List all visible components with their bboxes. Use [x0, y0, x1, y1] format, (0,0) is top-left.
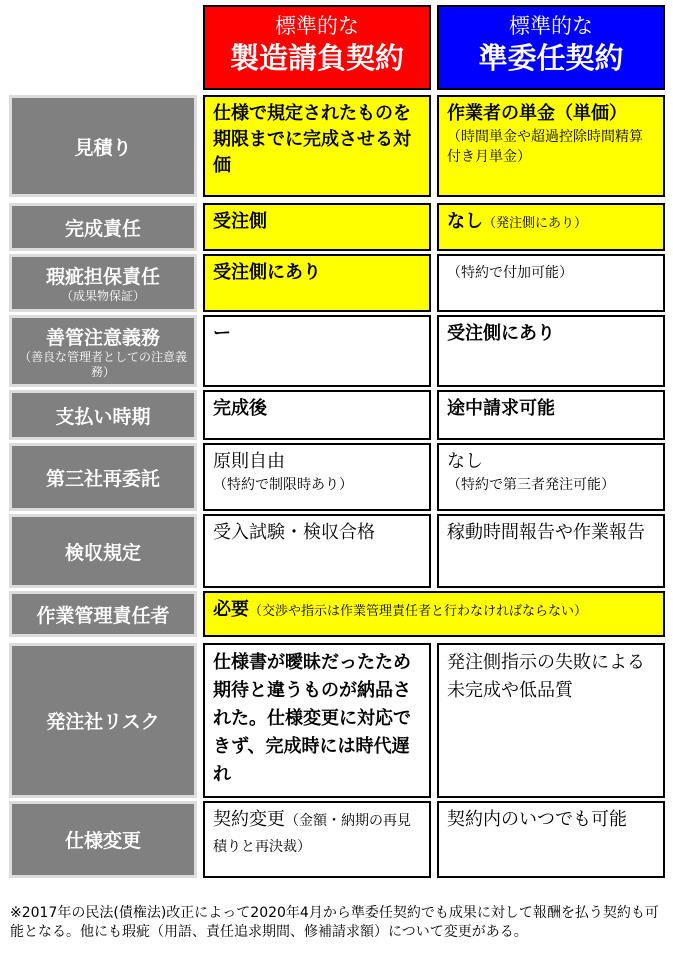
row-label-estimate: 見積り — [9, 95, 197, 197]
subcontract-right-cell — [437, 443, 665, 511]
inspection-left-cell: 受入試験・検収合格 — [203, 514, 431, 588]
defect-right-cell: （特約で付加可能） — [437, 254, 665, 312]
change-left-cell — [203, 801, 431, 878]
estimate-right-sub: （時間単金や超過控除時間精算付き月単金） — [447, 129, 643, 165]
duty-right-cell: 受注側にあり — [437, 315, 665, 387]
manager-main: 必要 — [213, 599, 249, 620]
manager-merged-cell — [203, 591, 665, 637]
row-label-payment: 支払い時期 — [9, 390, 197, 440]
change-left-sub: （金額・納期の再見積りと再決裁） — [213, 813, 411, 855]
header-left-line1: 標準的な — [275, 14, 359, 38]
header-standard-manufacturing-contract — [203, 5, 431, 90]
header-standard-quasi-mandate-contract — [437, 5, 665, 90]
row-label-completion: 完成責任 — [9, 203, 197, 251]
row-label-risk: 発注社リスク — [9, 643, 197, 798]
subcontract-right-sub: （特約で第三者発注可能） — [447, 477, 615, 493]
defect-left-cell: 受注側にあり — [203, 254, 431, 312]
completion-left-cell: 受注側 — [203, 203, 431, 251]
change-right-cell: 契約内のいつでも可能 — [437, 801, 665, 878]
row-label-manager: 作業管理責任者 — [9, 591, 197, 637]
completion-right-cell — [437, 203, 665, 251]
row-label-change: 仕様変更 — [9, 801, 197, 878]
row-label-duty: 善管注意義務 （善良な管理者としての注意義務） — [9, 315, 197, 387]
risk-right-cell: 発注側指示の失敗による未完成や低品質 — [437, 643, 665, 798]
row-label-defect: 瑕疵担保責任 （成果物保証） — [9, 254, 197, 312]
subcontract-right-main: なし — [447, 451, 483, 472]
completion-right-sub: （発注側にあり） — [483, 216, 588, 231]
risk-left-cell: 仕様書が曖昧だったため期待と違うものが納品された。仕様変更に対応できず、完成時には時代遅れ — [203, 643, 431, 798]
subcontract-left-sub: （特約で制限時あり） — [213, 477, 353, 493]
footnote: ※2017年の民法(債権法)改正によって2020年4月から準委任契約でも成果に対して報酬を払う契約も可能となる。他にも瑕疵（用語、責任追求期間、修補請求額）について変更がある。 — [10, 905, 659, 940]
payment-right-cell: 途中請求可能 — [437, 390, 665, 440]
completion-right-main: なし — [447, 211, 483, 232]
header-right-line2: 準委任契約 — [478, 41, 624, 75]
header-right-line1: 標準的な — [509, 14, 593, 38]
change-left-main: 契約変更 — [213, 809, 285, 830]
estimate-left-a: 仕様で規定されたものを期限までに — [213, 103, 411, 150]
row-label-subcontract: 第三社再委託 — [9, 443, 197, 511]
header-left-line2: 製造請負契約 — [229, 41, 404, 75]
subcontract-left-main: 原則自由 — [213, 451, 285, 472]
duty-left-cell: ー — [203, 315, 431, 387]
subcontract-left-cell — [203, 443, 431, 511]
estimate-right-main: 作業者の単金（単価） — [447, 103, 627, 124]
manager-sub: （交渉や指示は作業管理責任者と行わなければならない） — [249, 604, 588, 619]
row-label-inspection: 検収規定 — [9, 514, 197, 588]
estimate-right-cell — [437, 95, 665, 197]
estimate-left-cell — [203, 95, 431, 197]
payment-left-cell: 完成後 — [203, 390, 431, 440]
estimate-left-b: 完成させる対価 — [213, 129, 411, 176]
inspection-right-cell: 稼動時間報告や作業報告 — [437, 514, 665, 588]
